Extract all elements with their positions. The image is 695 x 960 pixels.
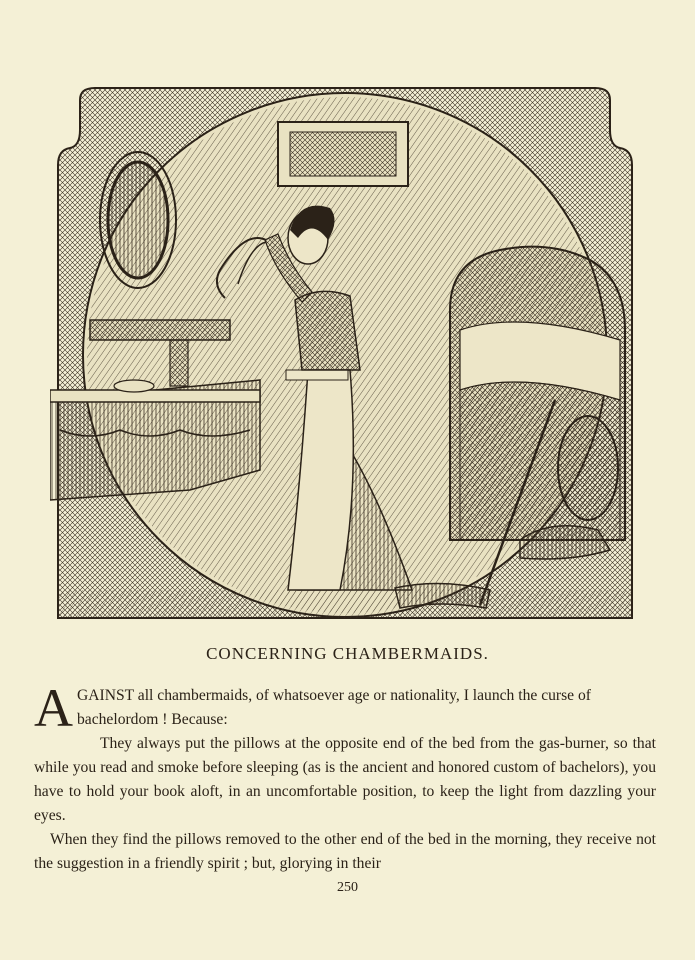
engraving-chambermaid-at-mirror — [50, 70, 640, 620]
paragraph-pillows: They always put the pillows at the opposite end of the bed from the gas-burner, so that while you read and smoke before sleeping (as is the ancient and honored custom of bachelors), you have to hold your book aloft, in an uncomfortable position, to keep the light from dazzling your eyes. — [34, 735, 656, 824]
page-number: 250 — [337, 880, 358, 895]
drop-cap: A — [34, 678, 73, 738]
body-text — [34, 678, 656, 876]
mirror — [108, 162, 168, 278]
opening-paragraph — [34, 678, 656, 738]
chapter-caption: CONCERNING CHAMBERMAIDS. — [206, 644, 489, 663]
paragraph-morning: When they find the pillows removed to the other end of the bed in the morning, they receive not the suggestion in a friendly spirit ; but, glorying in their — [34, 831, 656, 872]
opening-line: GAINST all chambermaids, of whatsoever age or nationality, I launch the curse of bachelordom ! Because: — [77, 687, 591, 728]
